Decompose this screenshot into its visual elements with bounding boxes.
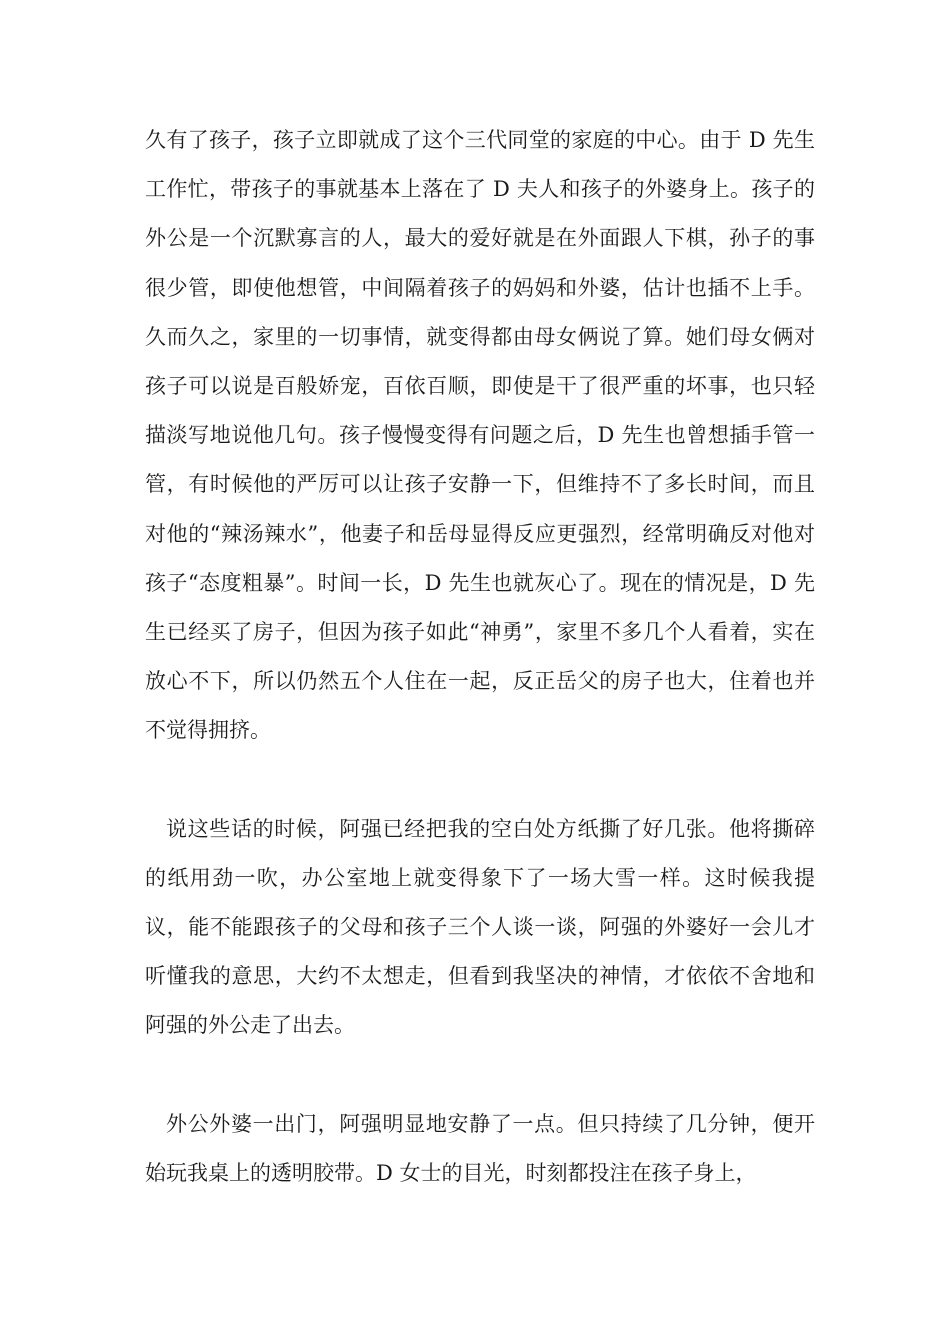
paragraph-grandparents-leave: 外公外婆一出门，阿强明显地安静了一点。但只持续了几分钟，便开始玩我桌上的透明胶带。D 女士的目光，时刻都投注在孩子身上， <box>145 1111 815 1185</box>
paragraph-prescription-paper: 说这些话的时候，阿强已经把我的空白处方纸撕了好几张。他将撕碎的纸用劲一吹，办公室地上就变得象下了一场大雪一样。这时候我提议，能不能跟孩子的父母和孩子三个人谈一谈，阿强的外婆好一会儿才听懂我的意思，大约不太想走，但看到我坚决的神情，才依依不舍地和阿强的外公走了出去。 <box>145 816 815 1038</box>
body-text <box>145 116 815 1198</box>
paragraph-family-background: 久有了孩子，孩子立即就成了这个三代同堂的家庭的中心。由于 D 先生工作忙，带孩子的事就基本上落在了 D 夫人和孩子的外婆身上。孩子的外公是一个沉默寡言的人，最大的爱好就是在外面跟人下棋，孙子的事很少管，即使他想管，中间隔着孩子的妈妈和外婆，估计也插不上手。久而久之，家里的一切事情，就变得都由母女俩说了算。她们母女俩对孩子可以说是百般娇宠，百依百顺，即使是干了很严重的坏事，也只轻描淡写地说他几句。孩子慢慢变得有问题之后，D 先生也曾想插手管一管，有时候他的严厉可以让孩子安静一下，但维持不了多长时间，而且对他的“辣汤辣水”，他妻子和岳母显得反应更强烈，经常明确反对他对孩子“态度粗暴”。时间一长，D 先生也就灰心了。现在的情况是，D 先生已经买了房子，但因为孩子如此“神勇”，家里不多几个人看着，实在放心不下，所以仍然五个人住在一起，反正岳父的房子也大，住着也并不觉得拥挤。 <box>145 128 815 743</box>
